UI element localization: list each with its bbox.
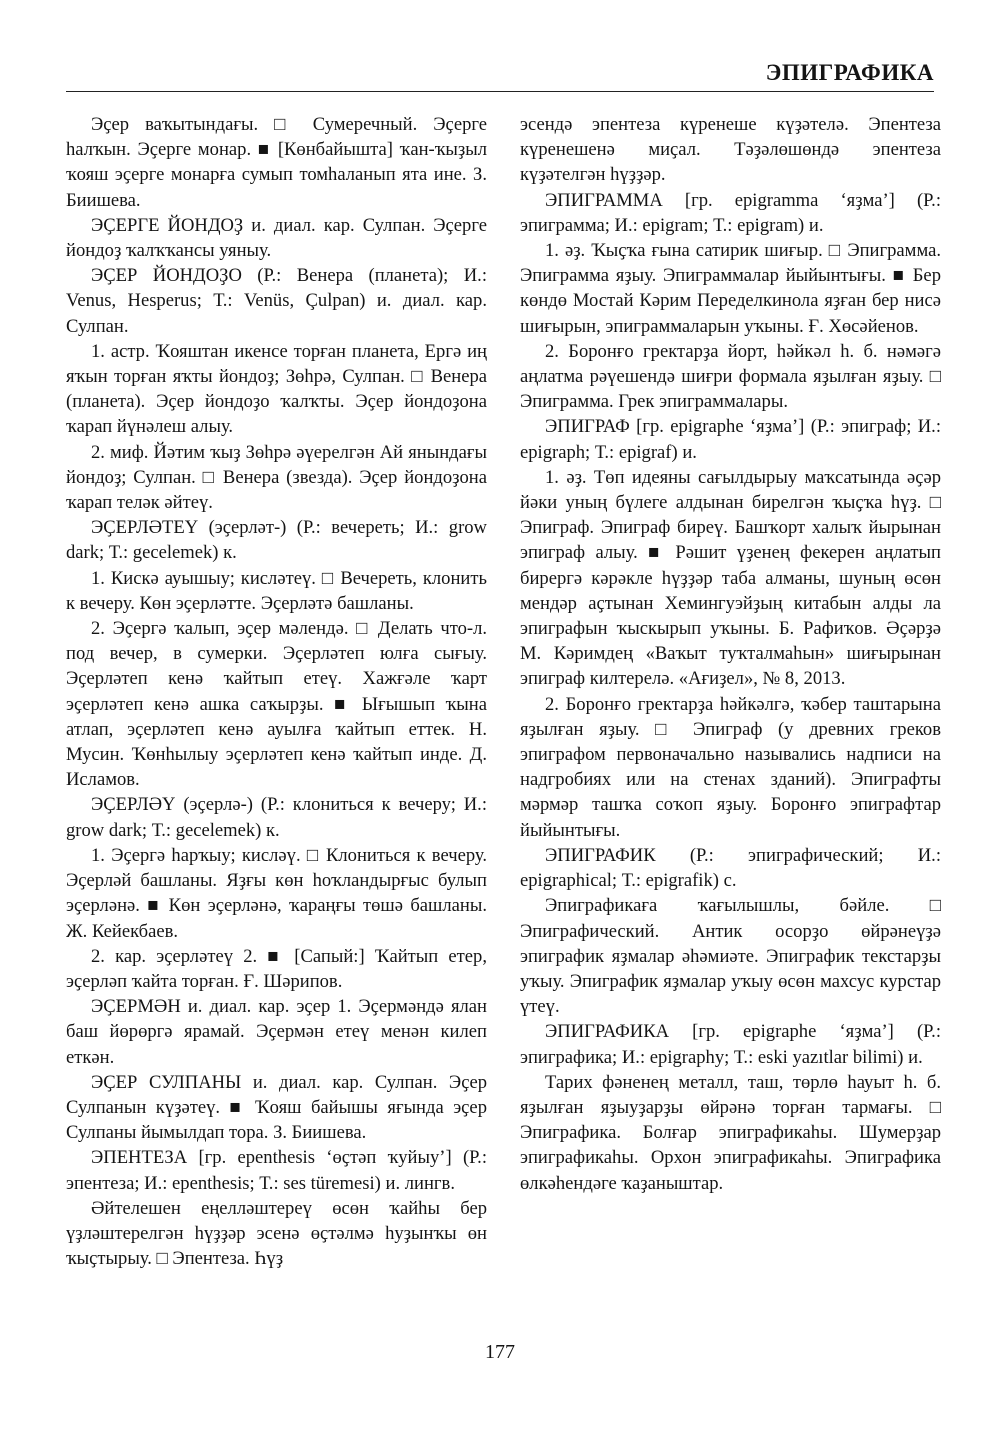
sense-paragraph: 1. әҙ. Ҡыҫҡа ғына сатирик шиғыр. □ Эпиграмма. Эпиграмма яҙыу. Эпиграммалар йыйынтығы. ■ Бер көндө Мостай Кәрим Переделкинола яҙған бер нисә шиғырын, эпиграммаларын уҡыны. Ғ. Хөсәйенов. [520, 240, 941, 337]
entry-paragraph: ЭПИГРАФИК (Р.: эпиграфический; И.: epigraphical; Т.: epigrafik) с. [520, 844, 941, 892]
sense-paragraph: 1. Кискә ауышыу; кисләтеү. □ Вечереть, клонить к вечеру. Көн эҫерләтте. Эҫерләтә башланы. [66, 567, 487, 614]
sense-paragraph: 1. Эҫергә һарҡыу; кисләү. □ Клониться к вечеру. Эҫерләй башланы. Яҙғы көн һоҡландырғыс булып эҫерләнә. ■ Көн эҫерләнә, ҡараңғы төшә башланы. Ж. Кейекбаев. [66, 844, 487, 942]
running-head: ЭПИГРАФИКА [765, 60, 934, 85]
paragraph: эсендә эпентеза күренеше күҙәтелә. Эпентеза күренешенә миҫал. Тәҙәлөшөндә эпентеза күҙәтелгән һүҙҙәр. [520, 114, 941, 186]
entry-paragraph: ЭҪЕРГЕ ЙОНДОҘ и. диал. кар. Сулпан. Эҫерге йондоҙ ҡалҡҡансы уяныу. [66, 214, 487, 262]
entry-paragraph: ЭҪЕР СУЛПАНЫ и. диал. кар. Сулпан. Эҫер Сулпанын күҙәтеү. ■ Ҡояш байышы яғында эҫер Сулпаны йымылдап тора. З. Биишева. [66, 1071, 487, 1144]
sense-paragraph: 1. астр. Ҡояштан икенсе торған планета, Ергә иң яҡын торған яҡты йондоҙ; Зөһрә, Сулпан. □ Венера (планета). Эҫер йондоҙо ҡалҡты. Эҫер йондоҙона ҡарап йүнәлеш алыу. [66, 340, 487, 438]
sense-paragraph: 1. әҙ. Төп идеяны сағылдырыу маҡсатында әҫәр йәки уның бүлеге алдынан бирелгән ҡыҫҡа һүҙ. □ Эпиграф. Эпиграф биреү. Башҡорт халыҡ йырынан эпиграф алыу. ■ Рәшит үҙенең фекерен аңлатып бирергә кәрәкле һүҙҙәр таба алманы, шуның өсөн мендәр аҫтынан Хемингуэйҙың китабын алды ла эпиграфын ҡыскырып уҡыны. Б. Рафиҡов. Әҫәрҙә М. Кәримдең «Ваҡыт туҡталмаһын» шиғырынан эпиграф килтерелә. «Ағиҙел», № 8, 2013. [520, 466, 941, 690]
sense-paragraph: 2. Боронғо гректарҙа йорт, һәйкәл һ. б. нәмәгә аңлатма рәүешендә шиғри формала яҙылған яҙыу. □ Эпиграмма. Грек эпиграммалары. [520, 340, 941, 413]
sense-paragraph: 2. кар. эҫерләтеү 2. ■ [Сапый:] Ҡайтып етер, эҫерләп ҡайта торған. Ғ. Шәрипов. [66, 945, 487, 992]
definition-paragraph: Әйтелешен еңелләштереү өсөн ҡайһы бер үҙләштерелгән һүҙҙәр эсенә өҫтәлмә һуҙынҡы өн ҡыҫтырыу. □ Эпентеза. Һүҙ [66, 1197, 487, 1270]
entry-paragraph: ЭҪЕР ЙОНДОҘО (Р.: Венера (планета); И.: Venus, Hesperus; Т.: Venüs, Çulpan) и. диал. кар. Сулпан. [66, 265, 487, 337]
sense-paragraph: 2. Эҫергә ҡалып, эҫер мәлендә. □ Делать что-л. под вечер, в сумерки. Эҫерләтеп юлға сығыу. Эҫерләтеп кенә ҡайтып етеү. Хажғәле ҡарт эҫерләтеп кенә ашка саҡырҙы. ■ Ығышып ҡына атлап, эҫерләтеп кенә ауылға ҡайтып еттек. Н. Мусин. Ҡөнһылыу эҫерләтеп кенә ҡайтып инде. Д. Исламов. [66, 618, 487, 791]
entry-paragraph: ЭҪЕРЛӘҮ (эҫерлә-) (Р.: клониться к вечеру; И.: grow dark; Т.: gecelemek) к. [66, 794, 487, 841]
entry-paragraph: ЭПЕНТЕЗА [гр. epenthesis ‘өҫтәп ҡуйыу’] (Р.: эпентеза; И.: epenthesis; Т.: ses türemesi) и. лингв. [66, 1147, 487, 1194]
entry-paragraph: ЭПИГРАММА [гр. epigramma ‘яҙма’] (Р.: эпиграмма; И.: epigram; Т.: epigram) и. [520, 189, 941, 236]
sense-paragraph: 2. миф. Йәтим ҡыҙ Зөһрә әүерелгән Ай янындағы йондоҙ; Сулпан. □ Венера (звезда). Эҫер йондоҙона ҡарап теләк әйтеү. [66, 441, 487, 514]
entry-paragraph: ЭҪЕРЛӘТЕҮ (эҫерләт-) (Р.: вечереть; И.: grow dark; Т.: gecelemek) к. [66, 517, 487, 564]
page-number: 177 [485, 1341, 515, 1363]
definition-paragraph: Эпиграфикаға ҡағылышлы, бәйле. □ Эпиграфический. Антик осорҙо өйрәнеүҙә эпиграфик яҙмалар әһәмиәте. Эпиграфик текстарҙы уҡыу. Эпиграфик яҙмалар уҡыу өсөн махсус курстар үтеү. [520, 895, 941, 1018]
right-column [520, 112, 941, 1196]
definition-paragraph: Тарих фәненең металл, таш, төрлө һауыт һ. б. яҙылған яҙыуҙарҙы өйрәнә торған тармағы. □ Эпиграфика. Болғар эпиграфикаһы. Шумерҙар эпиграфикаһы. Орхон эпиграфикаһы. Эпиграфика өлкәһендәге ҡаҙаныштар. [520, 1071, 941, 1194]
left-column [66, 112, 487, 1271]
paragraph: Эҫер ваҡытындағы. □ Сумеречный. Эҫерге һалҡын. Эҫерге монар. ■ [Көнбайышта] ҡан-ҡыҙыл ҡояш эҫерге монарға сумып томһаланып ята ине. З. Биишева. [66, 114, 487, 211]
entry-paragraph: ЭПИГРАФИКА [гр. epigraphe ‘яҙма’] (Р.: эпиграфика; И.: epigraphy; Т.: eski yazıtlar bilimi) и. [520, 1021, 941, 1068]
header-rule [66, 91, 934, 92]
entry-paragraph: ЭПИГРАФ [гр. epigraphe ‘яҙма’] (Р.: эпиграф; И.: epigraph; Т.: epigraf) и. [520, 416, 941, 463]
sense-paragraph: 2. Боронғо гректарҙа һәйкәлгә, ҡәбер таштарына яҙылған яҙыу. □ Эпиграф (у древних греков эпиграфом первоначально назывались надписи на надгробиях или на стенах зданий). Эпиграфты мәрмәр ташҡа соҡоп яҙыу. Боронғо эпиграфтар йыйынтығы. [520, 693, 941, 841]
entry-paragraph: ЭҪЕРМӘН и. диал. кар. эҫер 1. Эҫермәндә ялан баш йөрөргә ярамай. Эҫермән етеү менән килеп еткән. [66, 996, 487, 1068]
